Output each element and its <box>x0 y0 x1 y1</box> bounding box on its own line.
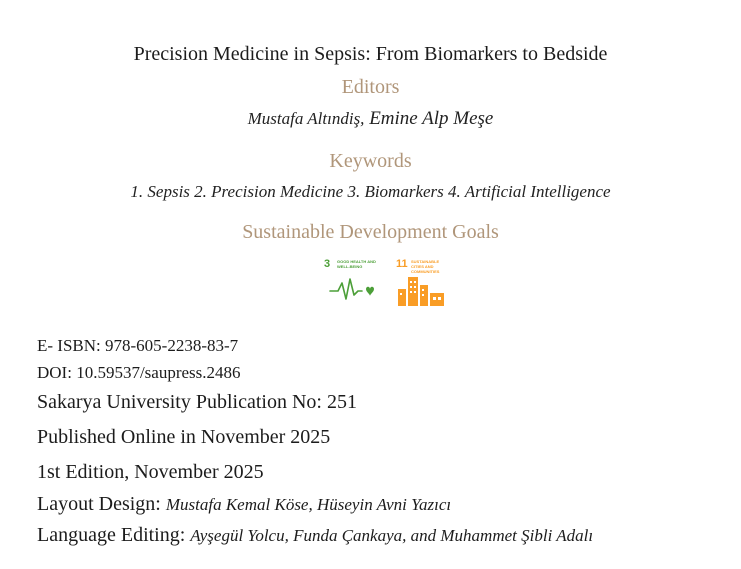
edition: 1st Edition, November 2025 <box>37 461 264 483</box>
sdg-11-badge <box>394 257 452 309</box>
publication-number: Sakarya University Publication No: 251 <box>37 391 357 413</box>
sdg-3-badge <box>322 257 380 309</box>
keywords-list: 1. Sepsis 2. Precision Medicine 3. Biomarkers 4. Artificial Intelligence <box>130 182 611 201</box>
editors-names <box>0 108 741 130</box>
editors-heading: Editors <box>341 76 400 98</box>
sdg-heading: Sustainable Development Goals <box>242 221 499 243</box>
sdg-11-number: 11 <box>396 258 408 270</box>
sdg-3-number: 3 <box>324 258 331 270</box>
layout-design-label: Layout Design: <box>37 493 161 515</box>
language-editing-names: Ayşegül Yolcu, Funda Çankaya, and Muhammet Şibli Adalı <box>190 526 594 545</box>
isbn: E- ISBN: 978-605-2238-83-7 <box>37 336 239 355</box>
published-online: Published Online in November 2025 <box>37 426 331 448</box>
sdg-icons <box>322 257 452 309</box>
language-editing <box>37 524 593 547</box>
keywords-heading: Keywords <box>329 150 412 172</box>
editor-name-1: Mustafa Altındiş, <box>247 109 365 128</box>
doi: DOI: 10.59537/saupress.2486 <box>37 363 241 382</box>
language-editing-label: Language Editing: <box>37 524 186 546</box>
sdg-3-label: GOOD HEALTH AND WELL-BEING <box>337 259 376 269</box>
book-title: Precision Medicine in Sepsis: From Biomarkers to Bedside <box>133 43 608 65</box>
city-buildings-icon <box>394 273 452 307</box>
heartbeat-icon <box>322 273 380 307</box>
editor-name-2: Emine Alp Meşe <box>369 108 494 129</box>
layout-design-names: Mustafa Kemal Köse, Hüseyin Avni Yazıcı <box>165 495 452 514</box>
layout-design <box>37 493 451 516</box>
sdg-11-label: SUSTAINABLE CITIES AND COMMUNITIES <box>411 259 440 274</box>
